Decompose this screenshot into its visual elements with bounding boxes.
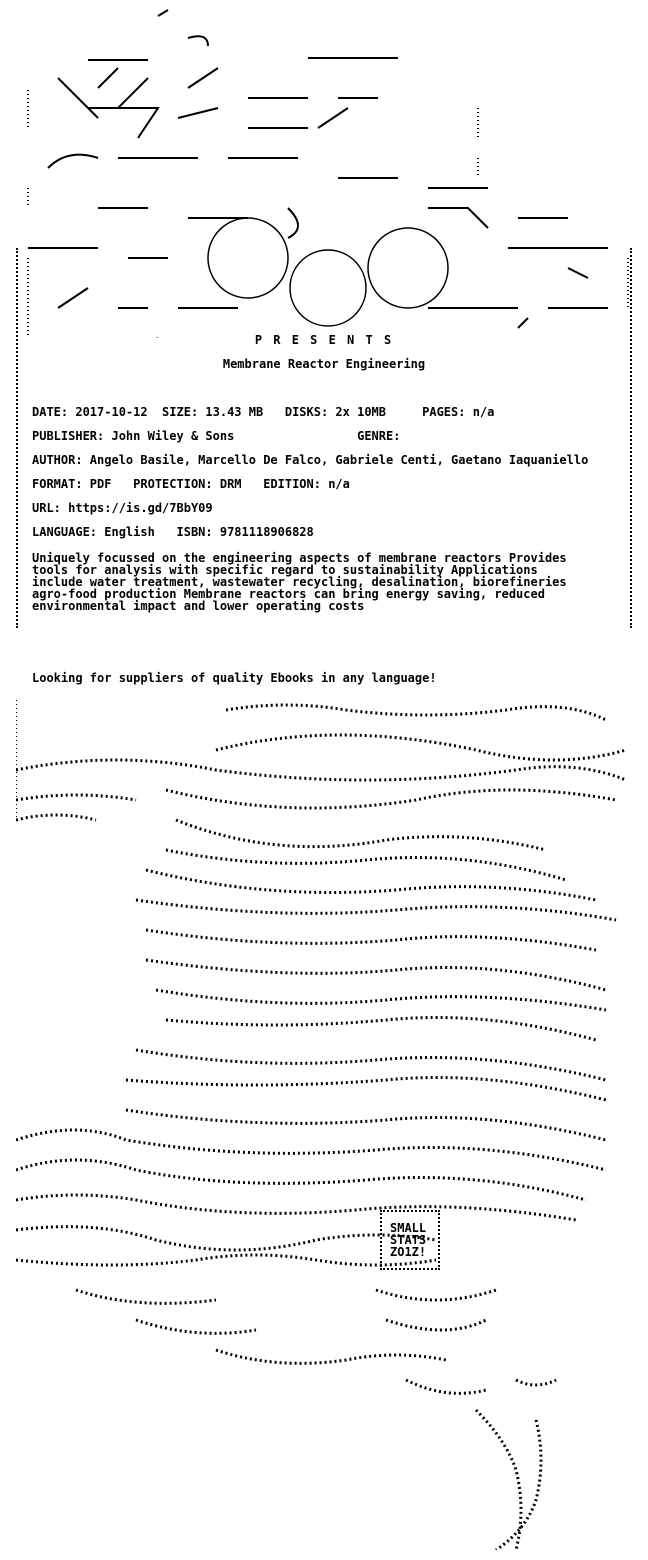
looking-for-suppliers-line: Looking for suppliers of quality Ebooks in any language! [32,671,437,685]
ascii-dragon-art [16,700,636,1550]
url-line: URL: https://is.gd/7BbY09 [32,501,213,515]
left-dotted-border [16,248,24,628]
book-description: Uniquely focussed on the engineering aspects of membrane reactors Provides tools for analysis with specific regard to sustainability Applications include water treatment, wastewater recycling, desalination, biorefineries agro-food production Membrane reactors can bring energy saving, reduced environmental impact and lower operating costs [32,551,567,613]
author-line: AUTHOR: Angelo Basile, Marcello De Falco, Gabriele Centi, Gaetano Iaquaniello [32,453,589,467]
publisher-line: PUBLISHER: John Wiley & Sons GENRE: [32,429,401,443]
small-stats-label: SMALL STATS ZO1Z! [390,1221,427,1259]
presents-label: P R E S E N T S [254,333,394,347]
book-title: Membrane Reactor Engineering [222,357,426,371]
format-line: FORMAT: PDF PROTECTION: DRM EDITION: n/a [32,477,350,491]
language-isbn-line: LANGUAGE: English ISBN: 9781118906828 [32,525,314,539]
ascii-logo-art [8,8,640,338]
date-size-line: DATE: 2017-10-12 SIZE: 13.43 MB DISKS: 2x 10MB PAGES: n/a [32,405,495,419]
